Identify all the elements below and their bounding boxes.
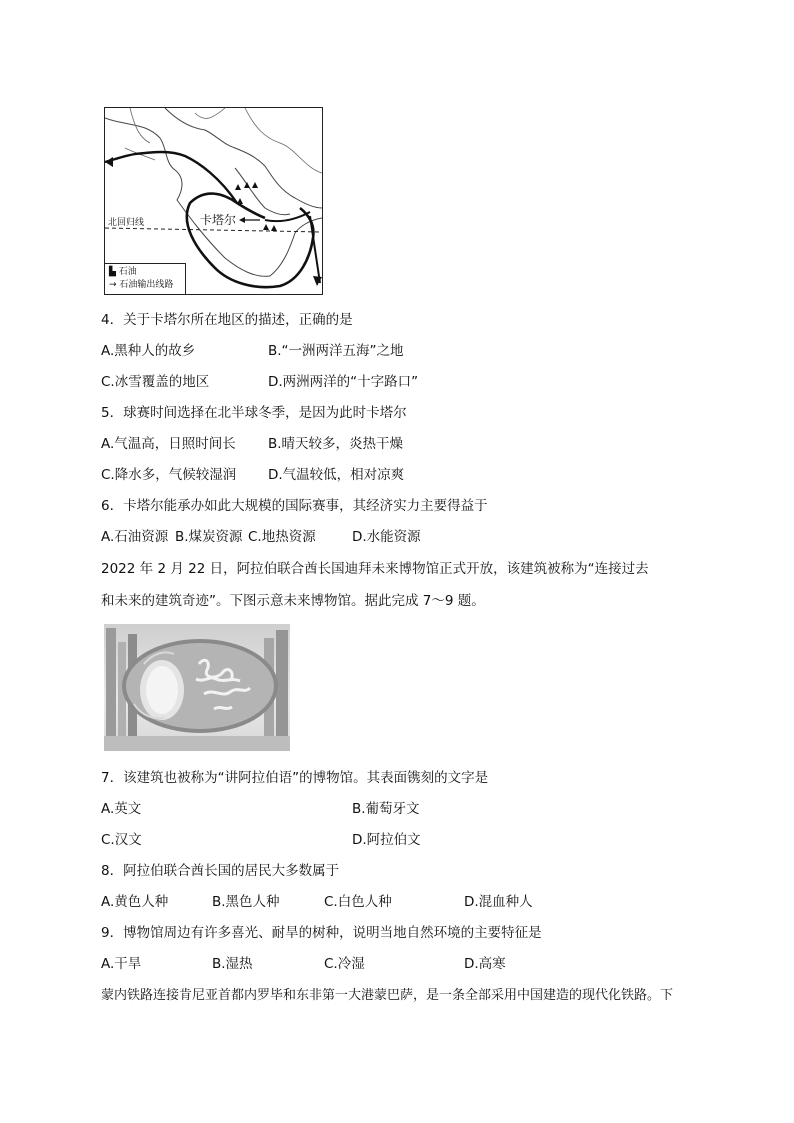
question-9-stem: 9．博物馆周边有许多喜光、耐旱的树种，说明当地自然环境的主要特征是 [101, 925, 542, 941]
tropic-label: 北回归线 [108, 218, 145, 228]
question-9-option-d: D.高寒 [464, 956, 506, 972]
question-8-stem: 8．阿拉伯联合酋长国的居民大多数属于 [101, 863, 340, 879]
question-5-option-b: B.晴天较多，炎热干燥 [268, 436, 404, 452]
railway-intro-line: 蒙内铁路连接肯尼亚首都内罗毕和东非第一大港蒙巴萨，是一条全部采用中国建造的现代化铁路。下 [101, 988, 674, 1003]
question-5-option-c: C.降水多，气候较湿润 [101, 467, 237, 483]
question-7-option-c: C.汉文 [101, 832, 142, 848]
question-5-option-d: D.气温较低，相对凉爽 [268, 467, 405, 483]
legend-route-label: 石油输出线路 [119, 280, 174, 290]
legend-oil-row [109, 267, 137, 278]
question-8-option-b: B.黑色人种 [212, 894, 280, 910]
question-8-option-a: A.黄色人种 [101, 894, 169, 910]
question-9-option-c: C.冷湿 [324, 956, 365, 972]
question-4-stem: 4．关于卡塔尔所在地区的描述，正确的是 [101, 312, 353, 328]
museum-drawing [104, 624, 290, 751]
question-4-option-d: D.两洲两洋的“十字路口” [268, 374, 419, 390]
question-4-option-a: A.黑种人的故乡 [101, 343, 196, 359]
question-5-option-a: A.气温高，日照时间长 [101, 436, 236, 452]
question-9-option-a: A.干旱 [101, 956, 142, 972]
oil-icon: ▙ [109, 267, 116, 277]
middle-east-oil-route-map [104, 107, 323, 295]
qatar-label: 卡塔尔 [200, 213, 237, 227]
question-6-option-a: A.石油资源 [101, 529, 169, 545]
question-8-option-d: D.混血种人 [464, 894, 533, 910]
legend-route-row [109, 280, 173, 291]
question-7-stem: 7．该建筑也被称为“讲阿拉伯语”的博物馆。其表面镌刻的文字是 [101, 770, 489, 786]
intro-line-1: 2022 年 2 月 22 日，阿拉伯联合酋长国迪拜未来博物馆正式开放，该建筑被称为“连接过去 [101, 561, 649, 577]
legend-oil-label: 石油 [118, 267, 137, 277]
question-4-option-c: C.冰雪覆盖的地区 [101, 374, 210, 390]
question-7-option-b: B.葡萄牙文 [352, 801, 420, 817]
arrow-icon: → [109, 280, 117, 290]
question-7-option-a: A.英文 [101, 801, 142, 817]
map-legend [105, 263, 186, 294]
museum-of-the-future-photo [104, 624, 290, 751]
question-6-option-d: D.水能资源 [352, 529, 421, 545]
question-6-option-c: C.地热资源 [248, 529, 316, 545]
intro-line-2: 和未来的建筑奇迹”。下图示意未来博物馆。据此完成 7～9 题。 [101, 593, 485, 609]
question-9-option-b: B.湿热 [212, 956, 253, 972]
question-5-stem: 5．球赛时间选择在北半球冬季，是因为此时卡塔尔 [101, 405, 407, 421]
question-4-option-b: B.“一洲两洋五海”之地 [268, 343, 404, 359]
question-6-stem: 6．卡塔尔能承办如此大规模的国际赛事，其经济实力主要得益于 [101, 498, 488, 514]
question-8-option-c: C.白色人种 [324, 894, 392, 910]
question-7-option-d: D.阿拉伯文 [352, 832, 421, 848]
question-6-option-b: B.煤炭资源 [175, 529, 243, 545]
